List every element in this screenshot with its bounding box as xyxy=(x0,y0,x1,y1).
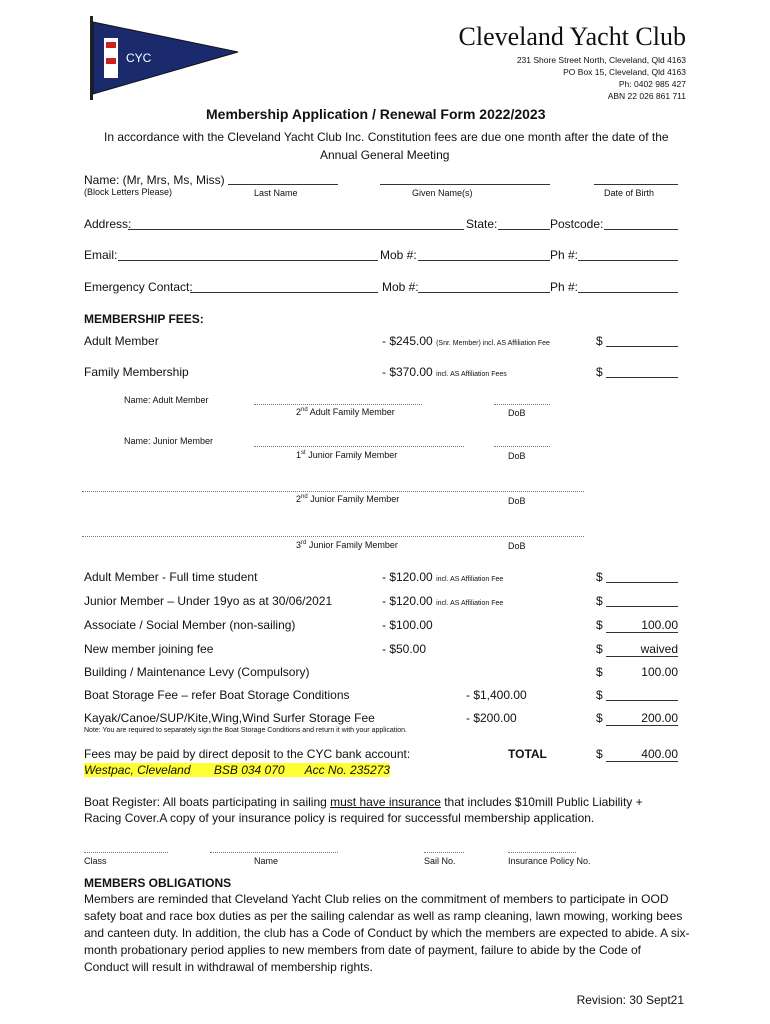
item-value[interactable]: 100.00 xyxy=(606,618,678,633)
address-field[interactable] xyxy=(128,229,464,230)
given-names-label: Given Name(s) xyxy=(412,188,473,198)
family-fee-field[interactable] xyxy=(606,377,678,378)
mob-label: Mob #: xyxy=(380,248,417,262)
item-amount: - $50.00 xyxy=(382,642,427,656)
first-junior-label: 1st Junior Family Member xyxy=(296,450,398,460)
item-dollar: $ xyxy=(596,594,603,608)
sail-no-field[interactable] xyxy=(424,852,464,853)
item-value[interactable]: 200.00 xyxy=(606,711,678,726)
emergency-field[interactable] xyxy=(190,292,378,293)
dob-field[interactable] xyxy=(594,184,678,185)
name-label: Name: (Mr, Mrs, Ms, Miss) xyxy=(84,173,225,187)
obligations-line: Members are reminded that Cleveland Yacht Club relies on the commitment of members to participate in OOD xyxy=(84,892,669,906)
class-label: Class xyxy=(84,856,107,866)
item-value: 100.00 xyxy=(641,665,678,679)
emergency-mob-field[interactable] xyxy=(418,292,550,293)
club-name: Cleveland Yacht Club xyxy=(458,22,686,51)
last-name-label: Last Name xyxy=(254,188,298,198)
club-address-1: 231 Shore Street North, Cleveland, Qld 4163 xyxy=(516,55,686,65)
third-junior-dob: DoB xyxy=(508,541,526,551)
fees-heading: MEMBERSHIP FEES: xyxy=(84,312,204,326)
policy-no-field[interactable] xyxy=(508,852,576,853)
second-adult-dob-field[interactable] xyxy=(494,404,550,405)
email-label: Email: xyxy=(84,248,118,262)
postcode-field[interactable] xyxy=(604,229,678,230)
boat-name-field[interactable] xyxy=(210,852,338,853)
address-label: Address: xyxy=(84,217,132,231)
family-amount: - $370.00 incl. AS Affiliation Fees xyxy=(382,365,507,379)
item-amount: - $200.00 xyxy=(466,711,517,725)
sail-no-label: Sail No. xyxy=(424,856,456,866)
logo-text: CYC xyxy=(126,51,152,65)
item-label: Kayak/Canoe/SUP/Kite,Wing,Wind Surfer Storage Fee xyxy=(84,711,375,725)
item-dollar: $ xyxy=(596,665,603,679)
club-phone: Ph: 0402 985 427 xyxy=(618,79,686,89)
club-address-2: PO Box 15, Cleveland, Qld 4163 xyxy=(563,67,686,77)
item-dollar: $ xyxy=(596,711,603,725)
item-dollar: $ xyxy=(596,642,603,656)
emergency-ph-field[interactable] xyxy=(578,292,678,293)
form-title: Membership Application / Renewal Form 2022/2023 xyxy=(206,106,546,122)
adult-label: Adult Member xyxy=(84,334,159,348)
state-label: State: xyxy=(466,217,498,231)
boat-register-line-1: Boat Register: All boats participating in sailing must have insurance that includes $10mill Public Liability + xyxy=(84,795,643,809)
item-fee-field[interactable] xyxy=(606,700,678,701)
club-logo xyxy=(82,12,242,104)
total-dollar: $ xyxy=(596,747,603,761)
family-dollar: $ xyxy=(596,365,603,379)
item-dollar: $ xyxy=(596,570,603,584)
item-label: Boat Storage Fee – refer Boat Storage Conditions xyxy=(84,688,350,702)
item-value[interactable]: waived xyxy=(606,642,678,657)
item-dollar: $ xyxy=(596,618,603,632)
class-field[interactable] xyxy=(84,852,168,853)
second-junior-label: 2nd Junior Family Member xyxy=(296,494,400,504)
obligations-line: Conduct will result in withdrawal of membership rights. xyxy=(84,960,373,974)
second-adult-name-field[interactable] xyxy=(254,404,422,405)
item-label: Adult Member - Full time student xyxy=(84,570,258,584)
family-label: Family Membership xyxy=(84,365,189,379)
boat-register-line-2: Racing Cover.A copy of your insurance policy is required for successful membership application. xyxy=(84,811,595,825)
given-name-field[interactable] xyxy=(380,184,550,185)
item-fee-field[interactable] xyxy=(606,582,678,583)
item-label: Junior Member – Under 19yo as at 30/06/2021 xyxy=(84,594,333,608)
obligations-line: and canteen duty. In addition, the club has a Code of Conduct by which the members are expected to abide. A six- xyxy=(84,926,690,940)
last-name-field[interactable] xyxy=(228,184,338,185)
item-amount: - $120.00 incl. AS Affiliation Fee xyxy=(382,594,504,608)
second-junior-name-field[interactable] xyxy=(82,491,584,492)
first-junior-name-field[interactable] xyxy=(254,446,464,447)
item-label: Associate / Social Member (non-sailing) xyxy=(84,618,296,632)
total-value: 400.00 xyxy=(606,747,678,762)
adult-dollar: $ xyxy=(596,334,603,348)
name-adult-member: Name: Adult Member xyxy=(124,395,209,405)
state-field[interactable] xyxy=(498,229,550,230)
block-letters: (Block Letters Please) xyxy=(84,187,173,197)
item-amount: - $1,400.00 xyxy=(466,688,527,702)
item-fee-field[interactable] xyxy=(606,606,678,607)
name-junior-member: Name: Junior Member xyxy=(124,436,214,446)
storage-note: Note: You are required to separately sign the Boat Storage Conditions and return it with your application. xyxy=(84,727,407,734)
policy-no-label: Insurance Policy No. xyxy=(508,856,591,866)
mob-field[interactable] xyxy=(418,260,550,261)
item-dollar: $ xyxy=(596,688,603,702)
item-label: New member joining fee xyxy=(84,642,214,656)
first-junior-dob: DoB xyxy=(508,451,526,461)
email-field[interactable] xyxy=(118,260,378,261)
dob-label: Date of Birth xyxy=(604,188,655,198)
intro-line-1: In accordance with the Cleveland Yacht Club Inc. Constitution fees are due one month after the date of the xyxy=(104,130,669,144)
emergency-ph-label: Ph #: xyxy=(550,280,579,294)
revision: Revision: 30 Sept21 xyxy=(576,993,684,1007)
obligations-line: safety boat and race box duties as per the sailing calendar as well as ramp cleaning, lawn mowing, working bees xyxy=(84,909,683,923)
ph-field[interactable] xyxy=(578,260,678,261)
adult-amount: - $245.00 (Snr. Member) incl. AS Affiliation Fee xyxy=(382,334,550,348)
total-label: TOTAL xyxy=(508,747,547,761)
second-adult-dob: DoB xyxy=(508,408,526,418)
obligations-line: month probationary period applies to new members from date of payment, failure to abide by the Code of xyxy=(84,943,641,957)
first-junior-dob-field[interactable] xyxy=(494,446,550,447)
intro-line-2: Annual General Meeting xyxy=(320,148,450,162)
payment-text: Fees may be paid by direct deposit to the CYC bank account: xyxy=(84,747,411,761)
third-junior-name-field[interactable] xyxy=(82,536,584,537)
item-label: Building / Maintenance Levy (Compulsory) xyxy=(84,665,310,679)
bank-details: Westpac, Cleveland BSB 034 070 Acc No. 235273 xyxy=(84,763,390,777)
emergency-mob-label: Mob #: xyxy=(382,280,419,294)
item-amount: - $100.00 xyxy=(382,618,433,632)
adult-fee-field[interactable] xyxy=(606,346,678,347)
boat-name-label: Name xyxy=(254,856,279,866)
emergency-label: Emergency Contact: xyxy=(84,280,193,294)
second-adult-label: 2nd Adult Family Member xyxy=(296,407,395,417)
second-junior-dob: DoB xyxy=(508,496,526,506)
club-abn: ABN 22 026 861 711 xyxy=(607,91,686,101)
obligations-heading: MEMBERS OBLIGATIONS xyxy=(84,876,232,890)
ph-label: Ph #: xyxy=(550,248,579,262)
postcode-label: Postcode: xyxy=(550,217,604,231)
third-junior-label: 3rd Junior Family Member xyxy=(296,540,398,550)
item-amount: - $120.00 incl. AS Affiliation Fee xyxy=(382,570,504,584)
